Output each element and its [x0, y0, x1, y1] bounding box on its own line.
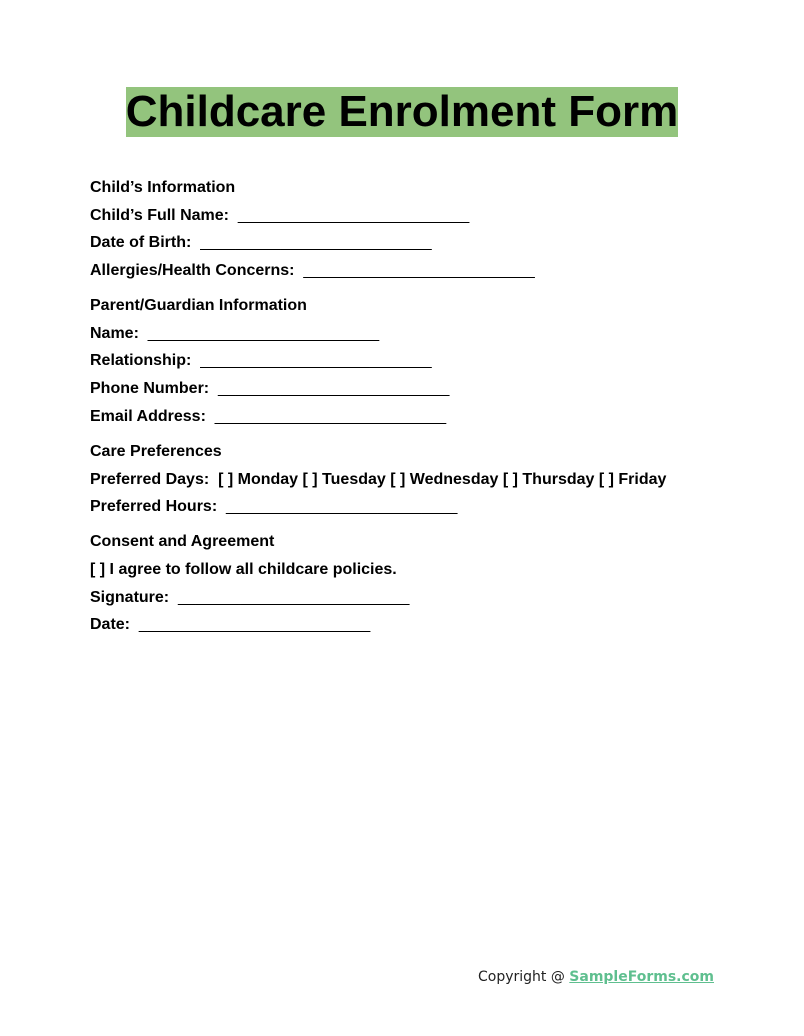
section-child-information — [90, 178, 770, 281]
field-email-address[interactable] — [90, 407, 770, 427]
field-label: Child’s Full Name: — [90, 206, 229, 224]
section-heading-parent: Parent/Guardian Information — [90, 297, 307, 315]
field-signature[interactable] — [90, 588, 770, 608]
field-label: Email Address: — [90, 407, 206, 425]
field-label: Phone Number: — [90, 380, 210, 398]
field-preferred-days[interactable] — [90, 470, 770, 490]
section-parent-information — [90, 296, 770, 427]
title-wrapper — [0, 87, 804, 137]
field-parent-name[interactable] — [90, 324, 770, 344]
field-relationship[interactable] — [90, 351, 770, 371]
blank-line[interactable]: __________________________ — [210, 407, 447, 425]
blank-line[interactable]: __________________________ — [221, 498, 458, 516]
field-label: Date of Birth: — [90, 234, 192, 252]
blank-line[interactable]: __________________________ — [173, 588, 410, 606]
field-label: Name: — [90, 324, 139, 342]
page-title: Childcare Enrolment Form — [125, 87, 679, 136]
blank-line[interactable]: __________________________ — [213, 380, 450, 398]
field-preferred-hours[interactable] — [90, 497, 770, 517]
brand-link[interactable]: SampleForms.com — [569, 969, 714, 985]
section-consent — [90, 532, 770, 635]
day-checkboxes[interactable]: [ ] Monday [ ] Tuesday [ ] Wednesday [ ] Thursday [ ] Friday — [213, 470, 667, 488]
field-label: Date: — [90, 616, 131, 634]
field-date[interactable] — [90, 615, 770, 635]
field-label: Preferred Days: — [90, 470, 210, 488]
field-label: Preferred Hours: — [90, 498, 218, 516]
field-date-of-birth[interactable] — [90, 233, 770, 253]
section-care-preferences — [90, 442, 770, 517]
blank-line[interactable]: __________________________ — [195, 352, 432, 370]
section-heading-consent: Consent and Agreement — [90, 533, 275, 551]
section-heading-child: Child’s Information — [90, 179, 236, 196]
field-allergies[interactable] — [90, 261, 770, 281]
blank-line[interactable]: __________________________ — [195, 234, 432, 252]
agree-checkbox[interactable]: [ ] I agree to follow all childcare policies. — [90, 560, 397, 578]
blank-line[interactable]: __________________________ — [143, 324, 380, 342]
field-phone-number[interactable] — [90, 379, 770, 399]
field-child-full-name[interactable] — [90, 206, 770, 226]
section-heading-care: Care Preferences — [90, 442, 222, 460]
field-label: Allergies/Health Concerns: — [90, 262, 295, 280]
form-body — [90, 178, 770, 650]
copyright-text: Copyright @ — [477, 969, 570, 985]
blank-line[interactable]: __________________________ — [134, 616, 371, 634]
blank-line[interactable]: __________________________ — [233, 206, 470, 224]
copyright-footer — [478, 967, 714, 987]
blank-line[interactable]: __________________________ — [298, 262, 535, 280]
field-label: Relationship: — [90, 352, 192, 370]
field-label: Signature: — [90, 588, 170, 606]
